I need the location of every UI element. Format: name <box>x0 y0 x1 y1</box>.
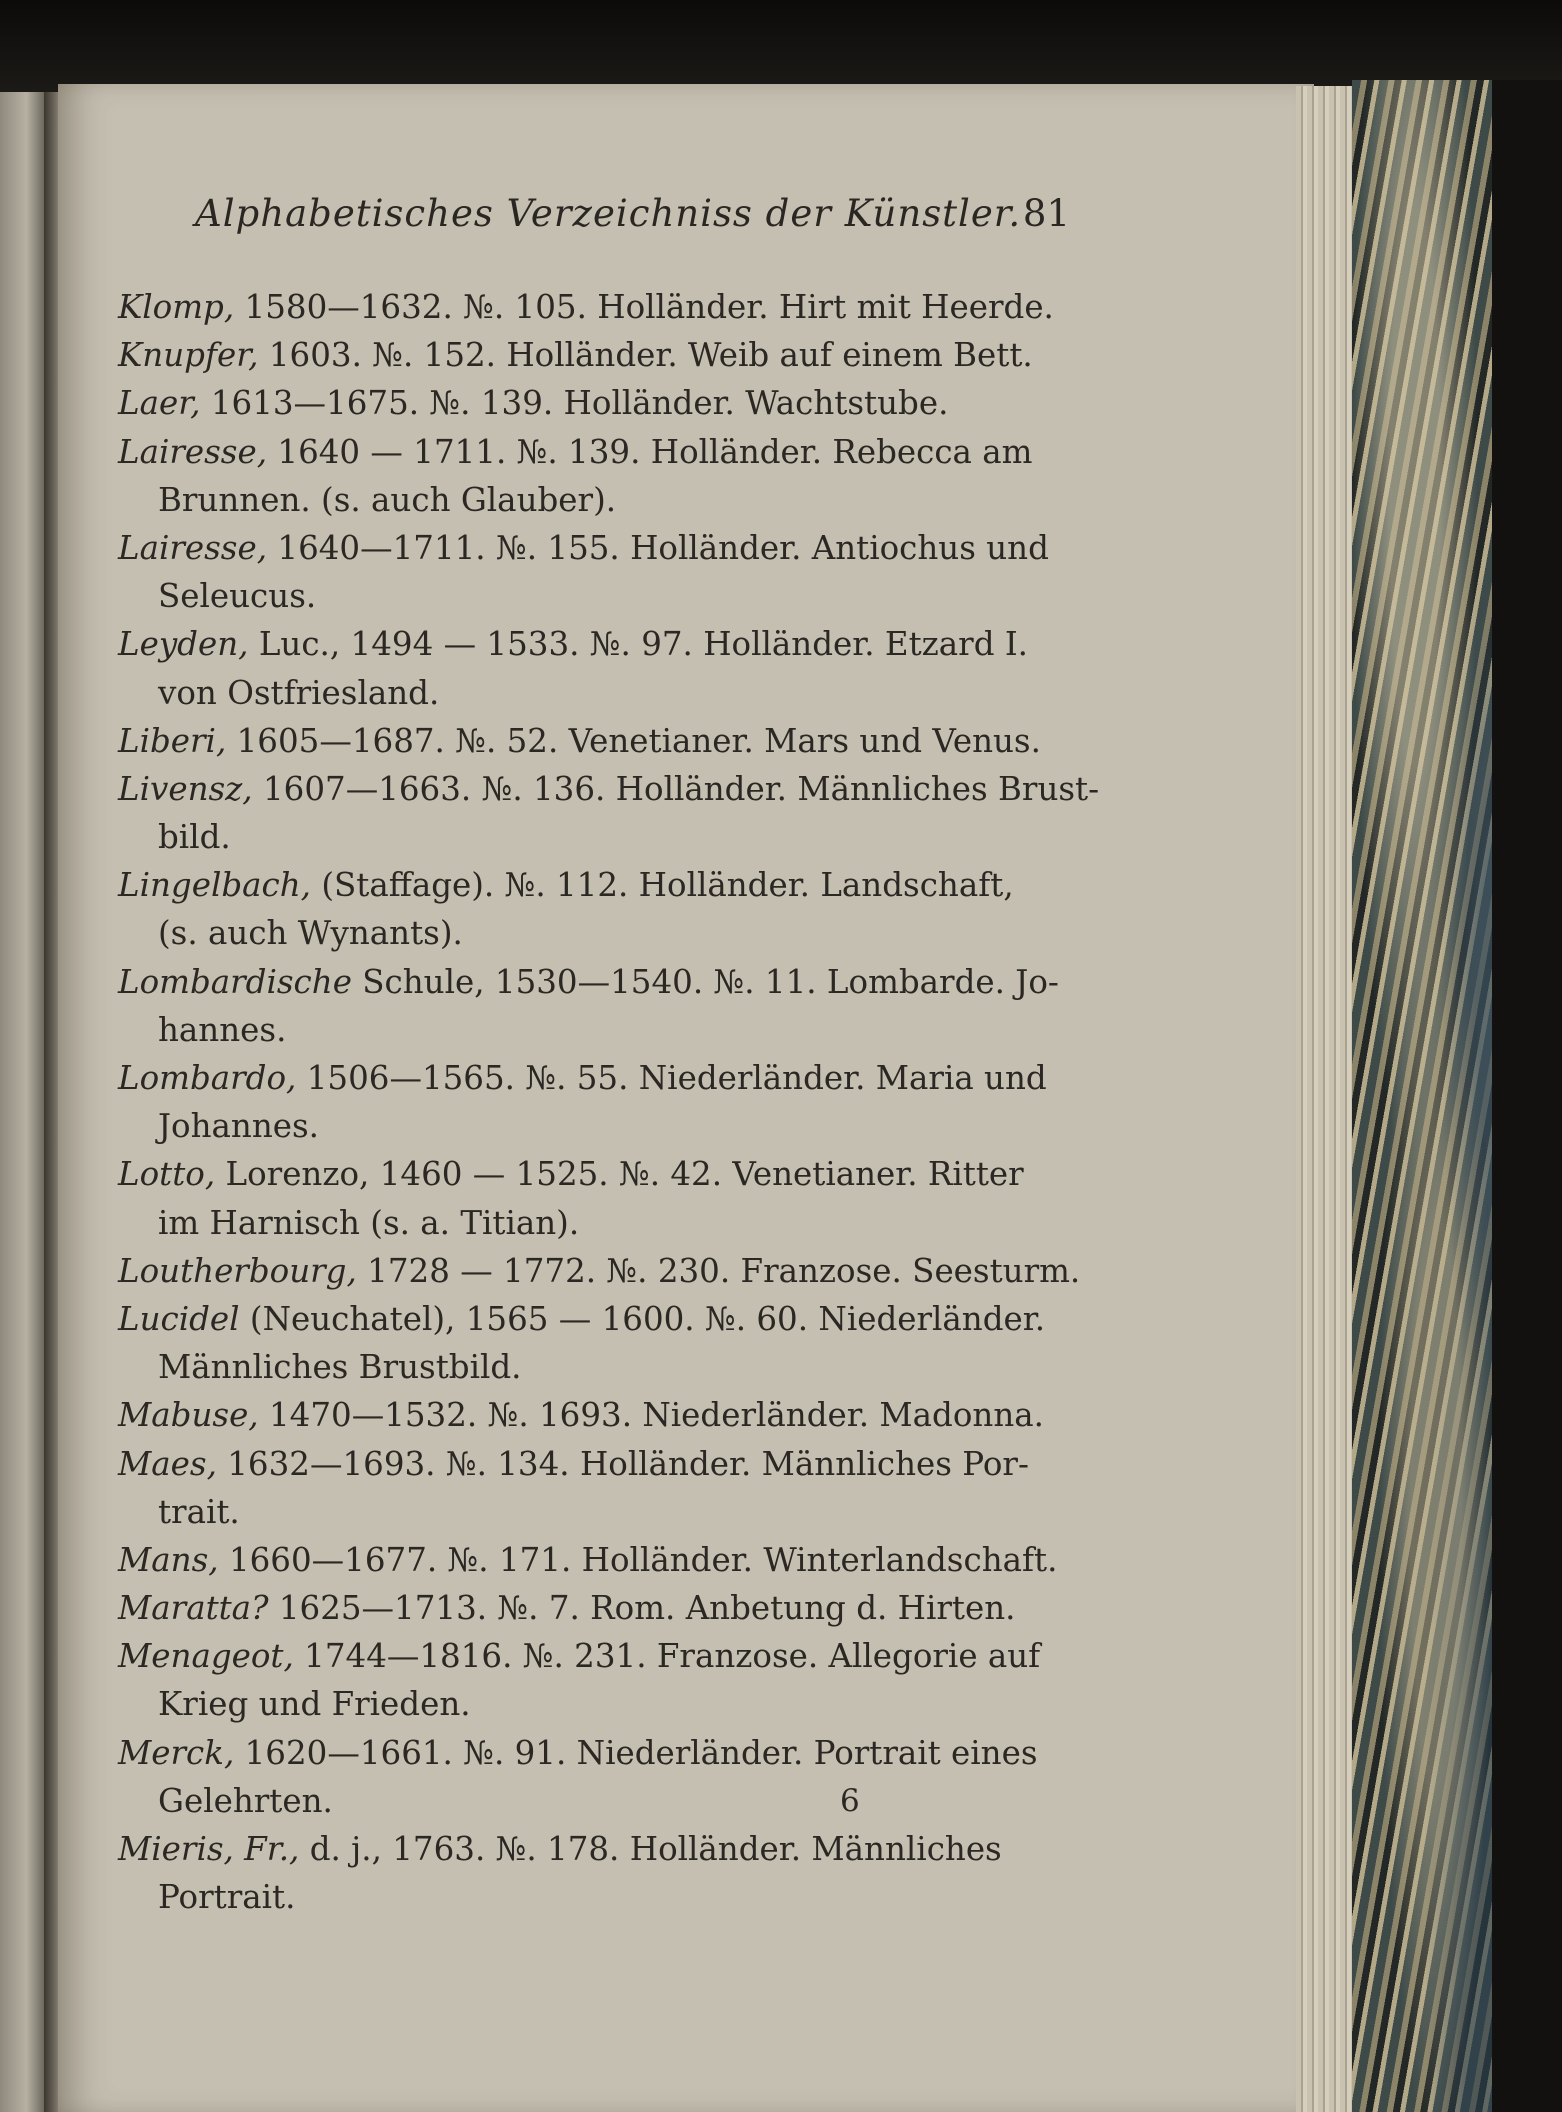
marbled-cover-edge <box>1352 80 1562 2112</box>
entry-text: 1625—1713. №. 7. Rom. Anbetung d. Hirten. <box>278 1589 1016 1628</box>
entry-text: 1620—1661. №. 91. Niederländer. Portrait eines <box>244 1733 1038 1772</box>
artist-name: Lairesse, <box>118 528 268 567</box>
artist-name: Laer, <box>118 384 201 423</box>
entry-continuation: hannes. <box>158 1010 287 1049</box>
entry-continuation: Portrait. <box>158 1878 296 1917</box>
index-entry <box>118 620 1078 716</box>
artist-name: Maes, <box>118 1444 217 1483</box>
page-number: 81 <box>1022 192 1070 235</box>
entry-text: 1660—1677. №. 171. Holländer. Winterlandschaft. <box>228 1540 1058 1579</box>
index-entry <box>118 958 1078 1054</box>
index-entry <box>118 1295 1078 1391</box>
index-entry <box>118 1054 1078 1150</box>
entry-continuation: Gelehrten. <box>158 1781 333 1820</box>
entry-text: 1632—1693. №. 134. Holländer. Männliches Por- <box>227 1444 1029 1483</box>
index-entry <box>118 717 1078 765</box>
running-head <box>195 192 1070 252</box>
index-entry <box>118 524 1078 620</box>
running-head-title: Alphabetisches Verzeichniss der Künstler. <box>195 192 1022 235</box>
artist-name: Lairesse, <box>118 432 268 471</box>
entry-continuation: Brunnen. (s. auch Glauber). <box>158 480 617 519</box>
entry-text: 1744—1816. №. 231. Franzose. Allegorie auf <box>304 1637 1041 1676</box>
index-entry <box>118 1247 1081 1295</box>
artist-name: Leyden, <box>118 625 249 664</box>
facing-page-edge <box>0 92 48 2112</box>
entry-text: Lorenzo, 1460 — 1525. №. 42. Venetianer. Ritter <box>225 1155 1024 1194</box>
artist-name: Lombardo, <box>118 1059 297 1097</box>
index-entry <box>118 1536 1078 1584</box>
entry-text: Luc., 1494 — 1533. №. 97. Holländer. Etzard I. <box>258 625 1029 664</box>
artist-name: Mieris, Fr., <box>118 1830 300 1868</box>
entry-continuation: im Harnisch (s. a. Titian). <box>158 1203 580 1242</box>
entry-text: d. j., 1763. №. 178. Holländer. Männliches <box>309 1830 1002 1868</box>
artist-name: Klomp, <box>118 288 235 326</box>
artist-name: Livensz, <box>118 769 253 808</box>
entry-text: 1613—1675. №. 139. Holländer. Wachtstube. <box>210 384 949 423</box>
index-entry <box>118 1391 1078 1439</box>
signature-mark: 6 <box>840 1783 860 1819</box>
artist-name: Mans, <box>118 1540 219 1579</box>
entry-continuation: (s. auch Wynants). <box>158 914 463 953</box>
index-entry <box>118 1440 1078 1536</box>
entry-text: 1603. №. 152. Holländer. Weib auf einem Bett. <box>268 336 1033 375</box>
index-entry <box>118 1825 1078 1921</box>
artist-name: Mabuse, <box>118 1396 259 1435</box>
page-stack-edges <box>1296 86 1354 2112</box>
entry-text: 1605—1687. №. 52. Venetianer. Mars und Venus. <box>236 721 1041 760</box>
index-entry <box>118 1150 1078 1246</box>
artist-name: Merck, <box>118 1733 235 1772</box>
artist-name: Maratta? <box>118 1589 269 1628</box>
artist-name: Lotto, <box>118 1155 216 1194</box>
index-entry <box>118 283 1078 331</box>
index-entry <box>118 765 1100 861</box>
index-entry <box>118 1729 1078 1825</box>
entry-continuation: Johannes. <box>158 1107 320 1146</box>
entry-text: (Neuchatel), 1565 — 1600. №. 60. Niederländer. <box>249 1299 1046 1338</box>
entry-text: 1607—1663. №. 136. Holländer. Männliches Brust- <box>262 769 1100 808</box>
entry-continuation: Krieg und Frieden. <box>158 1685 471 1724</box>
index-entry <box>118 1632 1078 1728</box>
entry-text: 1470—1532. №. 1693. Niederländer. Madonna. <box>268 1396 1044 1435</box>
entry-continuation: Seleucus. <box>158 577 317 616</box>
entry-text: 1640 — 1711. №. 139. Holländer. Rebecca am <box>277 432 1033 471</box>
index-entry <box>118 331 1078 379</box>
artist-index-list <box>118 283 1100 1921</box>
entry-text: Schule, 1530—1540. №. 11. Lombarde. Jo- <box>362 962 1059 1001</box>
entry-continuation: von Ostfriesland. <box>158 673 440 712</box>
entry-text: (Staffage). №. 112. Holländer. Landschaft, <box>321 866 1014 905</box>
entry-text: 1580—1632. №. 105. Holländer. Hirt mit Heerde. <box>244 288 1054 326</box>
artist-name: Lombardische <box>118 962 352 1001</box>
index-entry <box>118 379 1078 427</box>
artist-name: Lucidel <box>118 1299 240 1338</box>
index-entry <box>118 861 1078 957</box>
entry-continuation: Männliches Brustbild. <box>158 1348 522 1387</box>
entry-text: 1640—1711. №. 155. Holländer. Antiochus und <box>277 528 1049 567</box>
index-entry <box>118 428 1078 524</box>
entry-text: 1506—1565. №. 55. Niederländer. Maria und <box>306 1059 1047 1097</box>
artist-name: Knupfer, <box>118 336 259 375</box>
entry-text: 1728 — 1772. №. 230. Franzose. Seesturm. <box>367 1251 1081 1290</box>
artist-name: Loutherbourg, <box>118 1251 357 1290</box>
artist-name: Liberi, <box>118 721 227 760</box>
artist-name: Lingelbach, <box>118 866 311 905</box>
artist-name: Menageot, <box>118 1637 294 1676</box>
entry-continuation: bild. <box>158 818 231 857</box>
scan-background-top <box>0 0 1562 92</box>
entry-continuation: trait. <box>158 1492 240 1531</box>
index-entry <box>118 1584 1078 1632</box>
